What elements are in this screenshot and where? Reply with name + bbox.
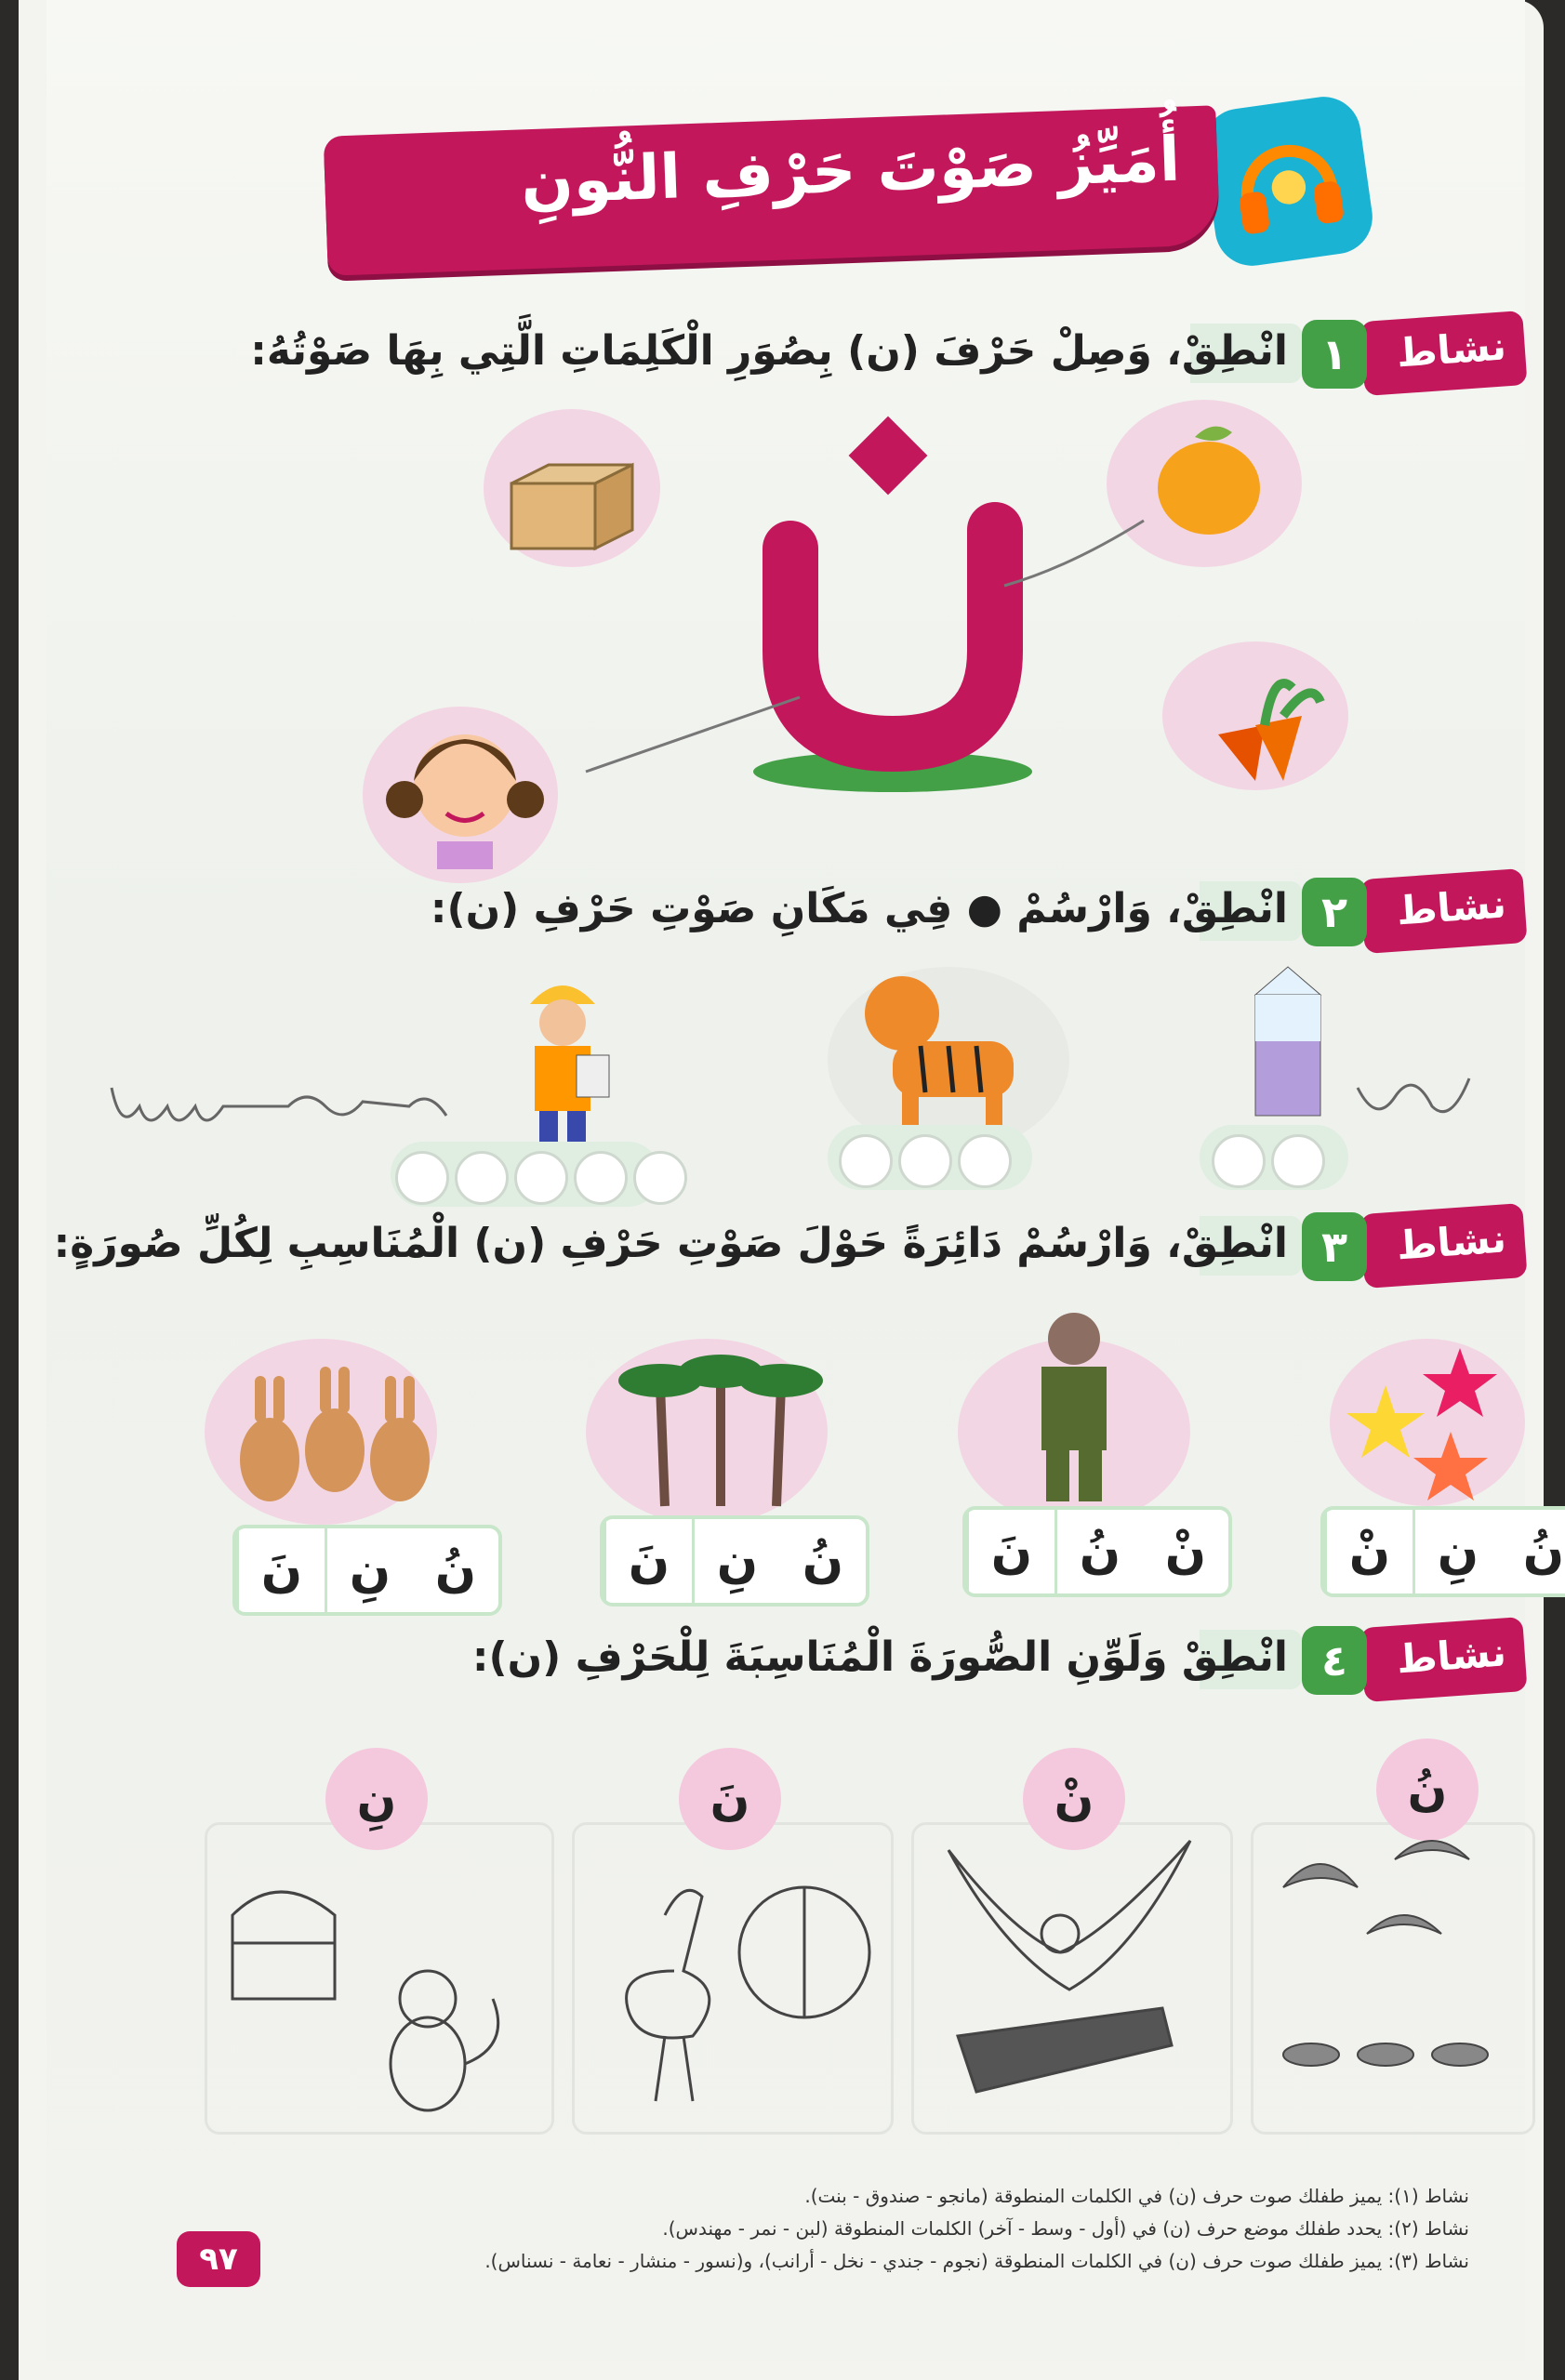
- teacher-note: نشاط (٢): يحدد طفلك موضع حرف (ن) في (أول - وسط - آخر) الكلمات المنطوقة (لبن - نمر - مهندس).: [662, 2217, 1469, 2240]
- title-banner: [324, 105, 1221, 275]
- page-body: [46, 0, 1565, 2361]
- activity-instruction: انْطِقْ، وَارْسُمْ دَائِرَةً حَوْلَ صَوْتِ حَرْفِ (ن) الْمُنَاسِبِ لِكُلِّ صُورَةٍ:: [53, 1220, 1288, 1267]
- position-circle[interactable]: [839, 1134, 893, 1188]
- activity-badge: نشاط: [1359, 311, 1527, 396]
- palm-trees-picture: [614, 1329, 828, 1515]
- chest-and-monkey-picture: [214, 1859, 539, 2120]
- position-circle[interactable]: [574, 1151, 628, 1205]
- rabbits-picture: [223, 1348, 446, 1515]
- position-circle[interactable]: [1271, 1134, 1325, 1188]
- activity-3-heading: [53, 1209, 1525, 1292]
- handwriting-scribble: [102, 1051, 493, 1153]
- carrots-picture: [1190, 651, 1330, 790]
- vowel-option[interactable]: نُ: [802, 1533, 844, 1589]
- position-circle[interactable]: [958, 1134, 1012, 1188]
- vowel-options-stars: [1320, 1506, 1565, 1597]
- letter-flower: نُ: [1376, 1739, 1479, 1841]
- activity-2-heading: [316, 874, 1525, 958]
- vowel-option[interactable]: نِ: [1412, 1510, 1501, 1593]
- letter-flower: نْ: [1023, 1748, 1125, 1850]
- birds-and-ants-picture: [1255, 1822, 1525, 2120]
- vowel-option[interactable]: نِ: [692, 1519, 780, 1603]
- sound-position-circles: [395, 1151, 687, 1205]
- vowel-option[interactable]: نَ: [603, 1519, 692, 1603]
- activity-1-heading: [250, 316, 1525, 400]
- position-circle[interactable]: [898, 1134, 952, 1188]
- vowel-option[interactable]: نْ: [1164, 1524, 1207, 1580]
- eagle-and-saw-picture: [921, 1822, 1218, 2120]
- stars-picture: [1339, 1329, 1516, 1506]
- vowel-option[interactable]: نُ: [1522, 1524, 1565, 1580]
- page-number: ٩٧: [177, 2231, 260, 2287]
- vowel-option[interactable]: نَ: [966, 1510, 1054, 1593]
- vowel-options-soldier: [962, 1506, 1232, 1597]
- activity-badge: نشاط: [1359, 1617, 1527, 1702]
- headphones-badge: [1199, 92, 1377, 271]
- position-circle[interactable]: [455, 1151, 509, 1205]
- activity-instruction: انْطِقْ، وَصِلْ حَرْفَ (ن) بِصُوَرِ الْكَلِمَاتِ الَّتِي بِهَا صَوْتُهُ:: [250, 327, 1288, 375]
- position-circle[interactable]: [395, 1151, 449, 1205]
- teacher-note: نشاط (١): يميز طفلك صوت حرف (ن) في الكلمات المنطوقة (مانجو - صندوق - بنت).: [804, 2185, 1469, 2207]
- vowel-option[interactable]: نِ: [325, 1528, 413, 1612]
- soldier-picture: [1014, 1302, 1134, 1506]
- headphones-icon: [1220, 113, 1357, 250]
- activity-4-heading: [316, 1622, 1525, 1706]
- vowel-option[interactable]: نُ: [1054, 1510, 1143, 1593]
- girl-picture: [381, 707, 549, 874]
- vowel-options-palms: [600, 1515, 869, 1606]
- vowel-option[interactable]: نَ: [236, 1528, 325, 1612]
- engineer-picture: [493, 967, 632, 1153]
- activity-number: ٤: [1302, 1626, 1367, 1695]
- ostrich-and-half-circle-picture: [581, 1859, 879, 2120]
- tiger-picture: [837, 958, 1041, 1144]
- sound-position-circles: [1212, 1134, 1325, 1188]
- position-circle[interactable]: [633, 1151, 687, 1205]
- position-circle[interactable]: [1212, 1134, 1266, 1188]
- activity-number: ٣: [1302, 1212, 1367, 1281]
- workbook-page: [19, 0, 1565, 2380]
- activity-badge: نشاط: [1359, 868, 1527, 954]
- activity-instruction: انْطِقْ، وَارْسُمْ ● فِي مَكَانِ صَوْتِ حَرْفِ (ن):: [430, 885, 1288, 932]
- teacher-note: نشاط (٣): يميز طفلك صوت حرف (ن) في الكلمات المنطوقة (نجوم - جندي - نخل - أرانب)، و(نسور - منشار - نعامة - نسناس).: [484, 2250, 1469, 2272]
- sound-position-circles: [839, 1134, 1012, 1188]
- connecting-lines: [567, 483, 1200, 781]
- activity-instruction: انْطِقْ وَلَوِّنِ الصُّورَةَ الْمُنَاسِبَةَ لِلْحَرْفِ (ن):: [471, 1633, 1288, 1681]
- letter-flower: نَ: [679, 1748, 781, 1850]
- letter-flower: نِ: [325, 1748, 428, 1850]
- handwriting-scribble: [1348, 1032, 1488, 1134]
- milk-carton-picture: [1237, 958, 1339, 1125]
- activity-number: ٢: [1302, 878, 1367, 946]
- page-title: أُمَيِّزُ صَوْتَ حَرْفِ النُّونِ: [519, 123, 1182, 218]
- activity-badge: نشاط: [1359, 1203, 1527, 1289]
- vowel-option[interactable]: نُ: [434, 1542, 477, 1598]
- activity-number: ١: [1302, 320, 1367, 389]
- vowel-option[interactable]: نْ: [1324, 1510, 1412, 1593]
- position-circle[interactable]: [514, 1151, 568, 1205]
- vowel-options-rabbits: [232, 1525, 502, 1616]
